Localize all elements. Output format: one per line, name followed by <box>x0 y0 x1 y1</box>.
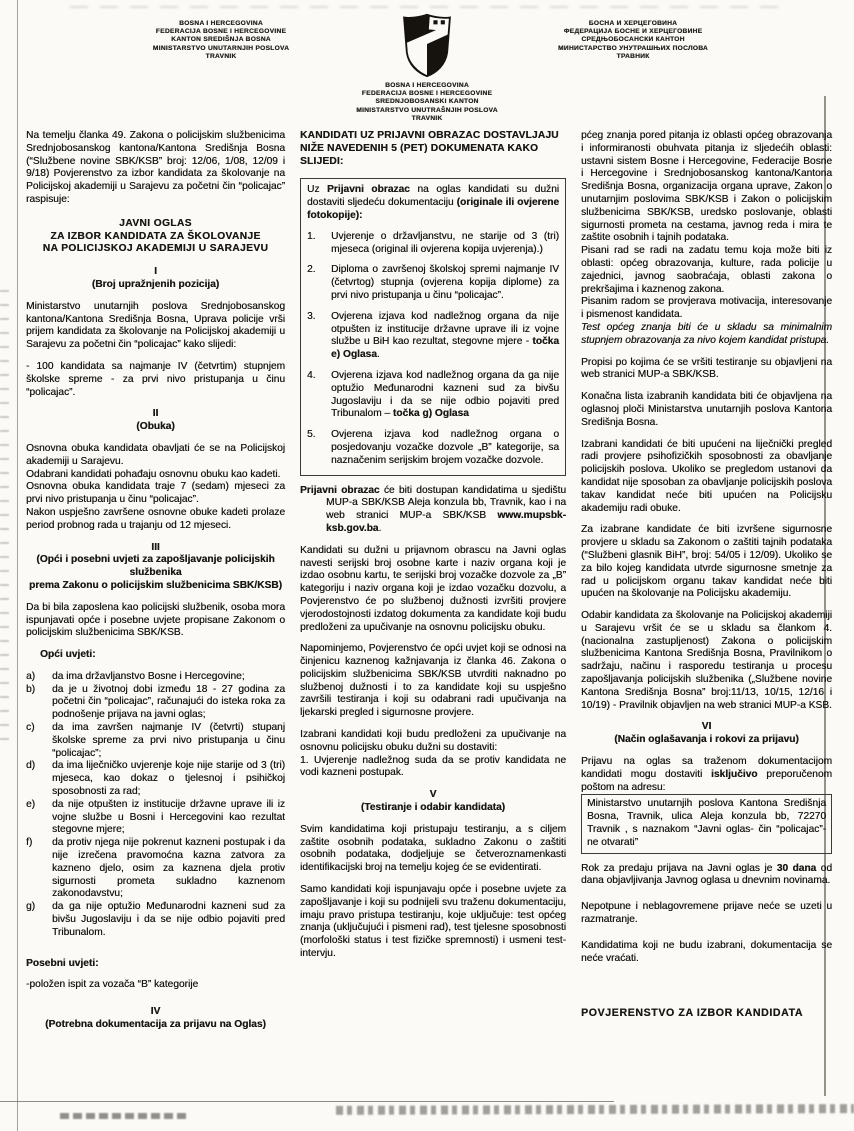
item-label: e) <box>26 798 36 810</box>
item-label: f) <box>26 837 33 849</box>
text-run: od dana objavljivanja Javnog oglasa u dnevnim novinama. <box>581 862 832 887</box>
title-line: NA POLICIJSKOJ AKADEMIJI U SARAJEVU <box>42 243 269 255</box>
letterhead-line: BOSNA I HERCEGOVINA <box>179 20 263 27</box>
text-line: Osnovna obuka kandidata obavljati će se na Policijskoj akademiji u Sarajevu. <box>26 442 285 467</box>
paragraph-application-form <box>300 485 566 536</box>
section-6-heading <box>581 721 832 747</box>
section-name: (Obuka) <box>136 421 175 433</box>
text-run: Ovjerena izjava kod nadležnog organa da nije otpušten iz institucije državne uprave ili iz vojne službe u BiH kao rezultat, stegovne mjere - <box>331 310 559 348</box>
text-run: točka g) Oglasa <box>392 408 469 420</box>
paragraph-training <box>26 443 285 533</box>
text-line: 1. Uvjerenje nadležnog suda da se protiv kandidata ne vodi kazneni postupak. <box>300 754 566 779</box>
letterhead-line: ФЕДЕРАЦИЈА БОСНЕ И ХЕРЦЕГОВИНЕ <box>563 28 703 36</box>
paragraph-security-checks: Za izabrane kandidate će biti izvršene sigurnosne provjere u skladu sa Zakonom o zaštiti tajnih podataka (“Službeni glasnik BiH”, broj: 54/05 i 12/09). Ukoliko se za bilo kojeg kandidata utvrde sigurnosne smetnje za rad u policijskom organu takav kandidat neće biti upućen na školovanje na Policijsku akademiju. <box>581 524 832 600</box>
documents-box <box>300 178 566 475</box>
section-name: (Opći i posebni uvjeti za zapošljavanje policijskih službenika <box>36 554 275 579</box>
paragraph-ministry-intake: Ministarstvo unutarnjih poslova Srednjobosanskog kantona/Kantona Središnja Bosna, Uprava policije vrši prijem kandidata za školovanje na Policijskoj akademiji u Sarajevu za početni čin “policajac” kako slijedi: <box>26 300 285 351</box>
announcement-title <box>26 218 285 256</box>
ink-bleed-left-margin <box>0 290 9 750</box>
section-2-heading <box>26 408 285 434</box>
ink-bleed-bottom-left <box>60 1113 190 1119</box>
section-3-heading <box>26 542 285 593</box>
item-text: Diploma o završenoj školskoj spremi najmanje IV (četvrtog) stupnja (ovjerena kopija diplome) za prvi nivo pristupanja u činu “policajac”. <box>331 264 559 301</box>
section-5-heading <box>300 789 566 815</box>
section-number: III <box>151 541 160 553</box>
text-run: Prijavu na oglas sa traženom dokumentacijom kandidati mogu dostaviti <box>581 756 832 780</box>
item-text <box>331 370 559 421</box>
text-line: Pisani rad se radi na zadatu temu koja može biti iz oblasti: općeg obrazovanja, kulture, rada policije u zajednici, javnog saobraćaja, oblasti zakona o prekršajima i kaznenog zakona. <box>581 245 832 295</box>
item-label: g) <box>26 901 36 913</box>
item-text: da ima liječničko uvjerenje koje nije starije od 3 (tri) mjeseca, kao dokaz o tjelesnoj i psihičkoj sposobnosti za rad; <box>52 760 285 798</box>
ink-bleed-bottom <box>336 1104 854 1115</box>
list-item <box>26 722 285 760</box>
list-item <box>26 901 285 939</box>
text-run: . <box>376 349 380 361</box>
document-body <box>26 130 832 1041</box>
item-label: d) <box>26 760 36 772</box>
list-item <box>26 837 285 901</box>
text-run: www.mupsbk-ksb.gov.ba <box>326 510 566 534</box>
documents-heading: KANDIDATI UZ PRIJAVNI OBRAZAC DOSTAVLJAJU NIŽE NAVEDENIH 5 (PET) DOKUMENATA KAKO SLIJEDI: <box>300 130 559 167</box>
item-text <box>331 311 559 362</box>
item-number: 1. <box>307 230 316 242</box>
text-line: Nakon uspješno završene osnovne obuke kadeti prolaze period probnog rada u trajanju od 12 mjeseci. <box>26 506 285 531</box>
paragraph-submission <box>581 756 832 794</box>
item-text: Ovjerena izjava kod nadležnog organa o posjedovanju vozačke dozvole „B” kategorije, sa naznačenim serijskim brojem vozačke dozvole. <box>331 429 559 466</box>
scan-edge-bottom <box>0 1101 614 1102</box>
list-item <box>26 760 285 798</box>
paragraph-deadline <box>581 863 832 889</box>
letterhead-cyrillic-block <box>482 12 784 61</box>
paragraph-test-rules: Propisi po kojima će se vršiti testiranje su objavljeni na web stranici MUP-a SBK/KSB. <box>581 356 832 381</box>
paragraph-selection-rules: Odabir kandidata za školovanje na Policijskoj akademiji u Sarajevu vršit će se u skladu sa člankom 4. (nacionalna zastupljenost) Zakona o policijskim službenicima Kantona Središnja Bosna, Pravilnikom o sadržaju, načinu i rasporedu testiranja u procesu zapošljavanja policijskih službenika („Službene novine Kantona Središnja Bosna” broj:11/13, 10/15, 12/16 i 10/19) - Pravilnik objavljen na web stranici MUP-a KSB. <box>581 610 832 711</box>
letterhead-line: BOSNA I HERCEGOVINA <box>385 82 469 89</box>
text-run: Ovjerena izjava kod nadležnog organa da ga nije optužio Međunarodni kazneni sud za bivšu Jugoslaviju i da se nije odbio pojaviti pred Tribunalom – <box>331 369 559 420</box>
general-conditions-label: Opći uvjeti: <box>40 649 96 661</box>
letterhead-line: СРЕДЊОБОСАНСКИ КАНТОН <box>581 36 685 44</box>
text-run: preporučenom poštom na adresu: <box>581 768 832 793</box>
letterhead-line: MINISTARSTVO UNUTRAŠNJIH POSLOVA <box>356 106 498 114</box>
special-conditions-label: Posebni uvjeti: <box>26 957 99 969</box>
section-number: IV <box>150 1006 161 1018</box>
document-item <box>307 231 559 257</box>
paragraph-incomplete-applications: Nepotpune i neblagovremene prijave neće se uzeti u razmatranje. <box>581 901 832 926</box>
text-run: će biti dostupan kandidatima u sjedištu MUP-a SBK/KSB Aleja konzula bb, Travnik, kao i na web stranici MUP-a SBK/KSB <box>326 484 566 522</box>
item-label: c) <box>26 722 35 734</box>
letterhead-line: МИНИСТАРСТВО УНУТРАШЊИХ ПОСЛОВА <box>557 44 708 52</box>
paragraph-criminal-record-note: Napominjemo, Povjerenstvo će opći uvjet koji se odnosi na činjenicu kaznenog kažnjavanja iz članka 46. Zakona o policijskim službenicima SBK/KSB utvrditi naknadno po službenoj dužnosti i to za kandidate koji su uspješno završili testiranja i koji su odabrani radi upučivanja na ljekarski pregled i sigurnosne provjere. <box>300 643 566 719</box>
column-1 <box>26 130 285 1041</box>
item-text: da je u životnoj dobi između 18 - 27 godina za početni čin “policajac”, računajući do isteka roka za podnošenje prijava na javni oglas; <box>52 683 285 721</box>
address-text: Ministarstvo unutarnjih poslova Kantona Središnja Bosna, Travnik, ulica Aleja konzula bb, 72270 Travnik , s naznakom “Javni oglas- čin “policajac”- ne otvarati” <box>587 798 826 848</box>
paragraph-medical-exam: Izabrani kandidati će biti upućeni na liječnički pregled radi provjere psihofizičkih sposobnosti za obavljanje policijskih poslova. Ukoliko se pregledom ustanovi da kandidat nije sposoban za obavljanje policijskih poslova takav kandidat neće biti upućen na Policijsku akademiju radi obuke. <box>581 438 832 514</box>
section-name: (Testiranje i odabir kandidata) <box>360 802 506 814</box>
item-number: 4. <box>307 369 316 381</box>
paragraph-positions-count: - 100 kandidata sa najmanje IV (četvrtim) stupnjem školske spreme - za prvi nivo pristupanja u činu “policajac”. <box>26 360 285 398</box>
item-label: b) <box>26 683 36 695</box>
item-label: a) <box>26 670 36 682</box>
section-name: (Broj upražnjenih pozicija) <box>91 278 220 290</box>
text-line: Odabrani kandidati pohađaju osnovnu obuku kao kadeti. <box>26 468 281 480</box>
section-name: (Način oglašavanja i rokovi za prijavu) <box>614 734 799 746</box>
section-name: prema Zakonu o policijskim službenicima SBK/KSB) <box>28 579 283 591</box>
text-line: pćeg znanja pored pitanja iz oblasti općeg obrazovanja i informiranosti obuhvata pitanja iz sljedećih oblasti: ustavni sistem Bosne i Hercegovine, Federacije Bosne i Hercegovine i Srednjobosanskog kantona/Kantona Središnja Bosna, organizacija organa uprave, Zakon o unutarnjim poslovima SBK/KSB i Zakon o policijskim službenicima SBK/KSB, uredsko poslovanje, oblasti sigurnosti prometa na cestama, javnog reda i mira te zaštite osobnih i tajnih podataka. <box>581 130 832 244</box>
letterhead-line: SREDNJOBOSANSKI KANTON <box>375 98 479 106</box>
letterhead-line: FEDERACIJA BOSNE I HERCEGOVINE <box>155 28 287 36</box>
letterhead-line: БОСНА И ХЕРЦЕГОВИНА <box>588 20 678 27</box>
paragraph-testing-scope: Samo kandidati koji ispunjavaju opće i posebne uvjete za zapošljavanje i koji su podnijeli svu traženu dokumentaciju, imaju pravo pristupa testiranju, koje uključuje: test općeg znanja (uključujući i pismeni rad), test tjelesne sposobnosti (morfološki status i test fizičke spremnosti) i usmeni test-intervju. <box>300 884 566 960</box>
coat-of-arms-icon <box>372 12 482 78</box>
letterhead-latin-block <box>70 12 372 61</box>
item-number: 2. <box>307 264 316 276</box>
text-run: Rok za predaju prijava na Javni oglas je <box>581 862 777 874</box>
paragraph-final-list: Konačna lista izabranih kandidata biti će objavljena na oglasnoj ploči Ministarstva unutarnjih poslova Kantona Središnja Bosna. <box>581 391 832 428</box>
item-text: da ga nije optužio Međunarodni kazneni sud za bivšu Jugoslaviju i da se nije odbio pojaviti pred Tribunalom. <box>52 901 285 938</box>
item-number: 3. <box>307 310 316 322</box>
text-line: Pisanim radom se provjerava motivacija, interesovanje i pismenost kandidata. <box>581 296 832 321</box>
address-box <box>581 794 832 853</box>
letterhead-line: FEDERACIJA BOSNE I HERCEGOVINE <box>361 90 493 98</box>
item-text: da nije otpušten iz institucije državne uprave ili iz vojne službe u Bosni i Hercegovini kao rezultat stegovne mjere; <box>52 798 285 836</box>
section-name: (Potrebna dokumentacija za prijavu na Oglas) <box>45 1019 266 1031</box>
text-run: Prijavni obrazac <box>326 184 410 196</box>
letterhead-line: MINISTARSTVO UNUTARNJIH POSLOVA <box>152 44 290 52</box>
item-text: Uvjerenje o državljanstvu, ne starije od 3 (tri) mjeseca (original ili ovjerena kopija uvjerenja).) <box>331 230 559 255</box>
title-line: ZA IZBOR KANDIDATA ZA ŠKOLOVANJE <box>50 230 261 242</box>
letterhead-line: KANTON SREDIŠNJA BOSNA <box>171 36 271 44</box>
letterhead-center-block <box>0 82 854 123</box>
paragraph-knowledge-test <box>581 130 832 348</box>
item-number: 5. <box>307 429 316 441</box>
box-intro <box>307 184 559 222</box>
list-item <box>26 799 285 837</box>
text-line: Test općeg znanja biti će u skladu sa minimalnim stupnjem obrazovanja za nivo kojem kandidat pristupa. <box>581 321 832 346</box>
letterhead-line: ТРАВНИК <box>616 52 650 60</box>
scan-smudge-top <box>70 6 790 8</box>
item-text: da ima završen najmanje IV (četvrti) stupanj školske spreme za prvi nivo pristupanja u činu “policajac”; <box>52 722 285 759</box>
paragraph-selected-candidates <box>300 729 566 780</box>
paragraph-employment-conditions: Da bi bila zaposlena kao policijski službenik, osoba mora ispunjavati opće i posebne uvjete propisane Zakonom o policijskim službenicima SBK/KSB. <box>26 601 285 639</box>
text-line: Osnovna obuka kandidata traje 7 (sedam) mjeseci za prvi nivo pristupanja u činu “policajac”. <box>26 481 285 506</box>
text-run: Uz <box>307 184 327 196</box>
section-number: V <box>429 789 437 801</box>
document-item <box>307 311 559 362</box>
section-4-heading <box>26 1006 285 1032</box>
column-3 <box>581 130 832 1041</box>
paragraph-id-card-details: Kandidati su dužni u prijavnom obrascu na Javni oglas navesti serijski broj osobne karte i naziv organa koji je izdao osobnu kartu, te serijski broj vozačke dozvole za „B” kategoriju i naziv organa koji je izdao vozačku dozvolu, a Povjerenstvo će po službenoj dužnosti izvršiti provjere vjerodostojnosti izdatog dokumenta za kandidate koji budu predloženi za upučivanje na osnovnu policijsku obuku. <box>300 544 566 633</box>
text-line: Izabrani kandidati koji budu predloženi za upučivanje na osnovnu policijsku obuku dužni su dostaviti: <box>300 729 566 753</box>
section-number: II <box>152 408 159 420</box>
text-run: isključivo <box>711 768 758 780</box>
text-run: 30 dana <box>776 862 817 874</box>
section-number: VI <box>701 721 712 733</box>
section-1-heading <box>26 266 285 292</box>
letterhead <box>0 12 854 123</box>
paragraph-testing-id: Svim kandidatima koji pristupaju testiranju, a s ciljem zaštite osobnih podataka, sukladno Zakonu o zaštiti osobnih podataka, dodjeljuje se četveroznamenkasti identifikacijski broj na temelju kojeg će se evidentirati. <box>300 823 566 874</box>
item-text: da ima državljanstvo Bosne i Hercegovine; <box>52 670 245 682</box>
section-number: I <box>154 266 157 278</box>
title-line: JAVNI OGLAS <box>119 217 192 229</box>
paragraph-legal-basis: Na temelju članka 49. Zakona o policijskim službenicima Srednjobosanskog kantona/Kantona Središnja Bosna (“Službene novine SBK/KSB” broj: 12/06, 1/08, 12/09 i 9/18) Povjerenstvo za izbor kandidata za školovanje na Policijskoj akademiji u Sarajevu za početni čin “policajac” raspisuje: <box>26 130 285 205</box>
document-item <box>307 429 559 467</box>
special-condition-item: -položen ispit za vozača “B” kategorije <box>26 979 199 991</box>
column-2 <box>300 130 566 1041</box>
letterhead-line: TRAVNIK <box>411 114 443 122</box>
list-item <box>26 671 285 684</box>
paragraph-documents-not-returned: Kandidatima koji ne budu izabrani, dokumentacija se neće vraćati. <box>581 939 832 964</box>
list-item <box>26 684 285 722</box>
letterhead-line: TRAVNIK <box>205 52 237 60</box>
scan-edge-left <box>17 0 18 1131</box>
text-run: na oglas kandidati su dužni dostaviti sljedeću dokumentaciju <box>307 184 560 209</box>
committee-signature: POVJERENSTVO ZA IZBOR KANDIDATA <box>581 1007 804 1020</box>
text-run: . <box>378 522 382 534</box>
document-item <box>307 370 559 421</box>
text-run: točka e) Oglasa <box>331 336 559 361</box>
item-text: da protiv njega nije pokrenut kazneni postupak i da nije izrečena pravomoćna kazna zatvora za kazneno djelo, osim za kaznena djela protiv sigurnosti prometa sukladno kaznenom zakonodavstvu; <box>52 837 285 900</box>
general-conditions-list <box>26 671 285 940</box>
text-run: Prijavni obrazac <box>300 484 380 496</box>
text-run: (originale ili ovjerene fotokopije): <box>307 197 560 221</box>
document-item <box>307 264 559 302</box>
